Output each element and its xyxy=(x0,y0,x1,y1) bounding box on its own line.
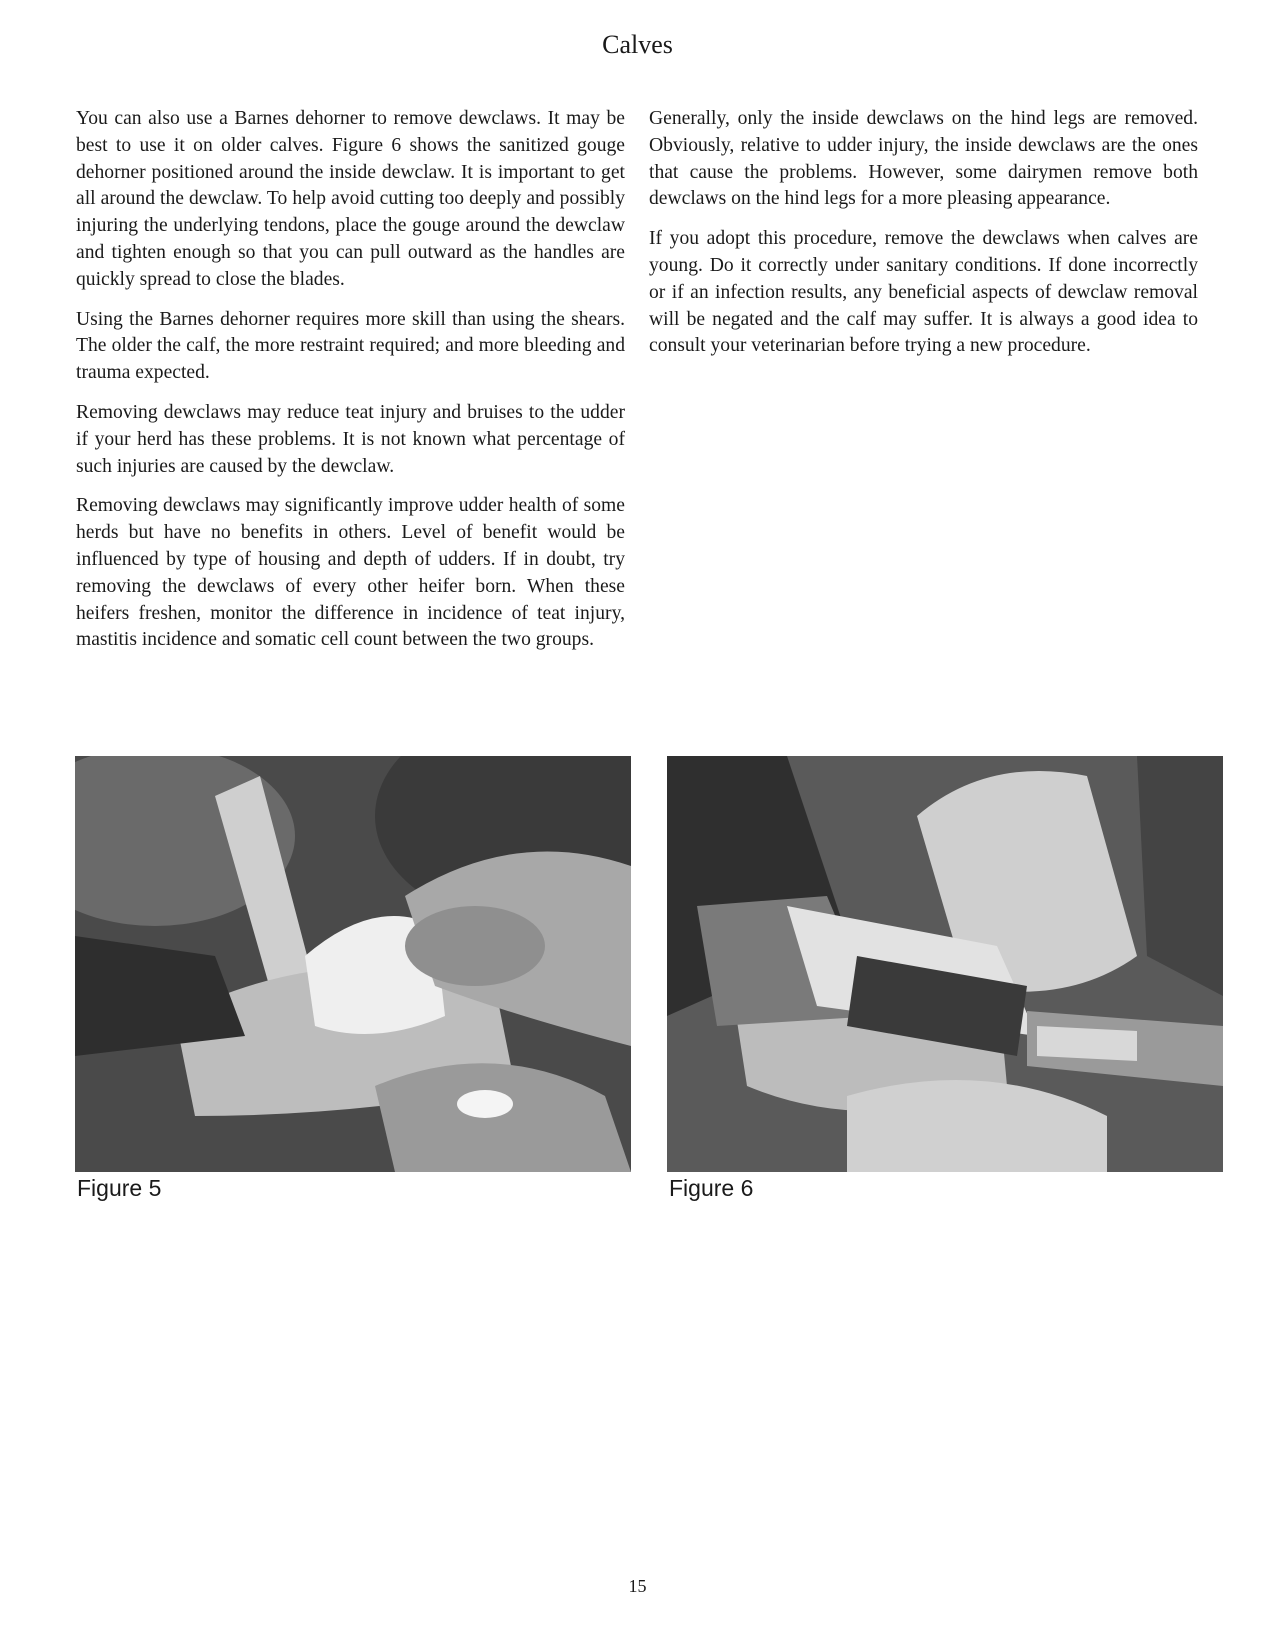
page-number: 15 xyxy=(628,1576,647,1596)
figure-5-photo xyxy=(75,756,631,1172)
paragraph: If you adopt this procedure, remove the dewclaws when calves are young. Do it correctly under sanitary conditions. If done incorrectly or if an infection results, any beneficial aspects of dewclaw removal will be negated and the calf may suffer. It is always a good idea to consult your veterinarian before trying a new procedure. xyxy=(649,228,1198,357)
right-text-column xyxy=(649,106,1198,373)
paragraph: Using the Barnes dehorner requires more skill than using the shears. The older the calf, the more restraint required; and more bleeding and trauma expected. xyxy=(76,308,625,384)
photo-bandaging-calf-leg xyxy=(75,756,631,1172)
page-title: Calves xyxy=(602,30,673,59)
paragraph: Generally, only the inside dewclaws on the hind legs are removed. Obviously, relative to udder injury, the inside dewclaws are the ones that cause the problems. However, some dairymen remove both dewclaws on the hind legs for a more pleasing appearance. xyxy=(649,108,1198,210)
figure-6-caption: Figure 6 xyxy=(669,1175,754,1201)
paragraph: Removing dewclaws may reduce teat injury and bruises to the udder if your herd has these problems. It is not known what percentage of such injuries are caused by the dewclaw. xyxy=(76,401,625,477)
figure-5-caption: Figure 5 xyxy=(77,1175,162,1201)
left-text-column xyxy=(76,106,625,667)
figure-6-photo xyxy=(667,756,1223,1172)
paragraph: You can also use a Barnes dehorner to remove dewclaws. It may be best to use it on older calves. Figure 6 shows the sanitized gouge dehorner positioned around the inside dewclaw. It is important to get all around the dewclaw. To help avoid cutting too deeply and possibly injuring the underlying tendons, place the gouge around the dewclaw and tighten enough so that you can pull outward as the handles are quickly spread to close the blades. xyxy=(76,108,625,290)
photo-barnes-dehorner-on-dewclaw xyxy=(667,756,1223,1172)
paragraph: Removing dewclaws may significantly improve udder health of some herds but have no benefits in others. Level of benefit would be influenced by type of housing and depth of udders. If in doubt, try removing the dewclaws of every other heifer born. When these heifers freshen, monitor the difference in incidence of teat injury, mastitis incidence and somatic cell count between the two groups. xyxy=(76,495,625,651)
